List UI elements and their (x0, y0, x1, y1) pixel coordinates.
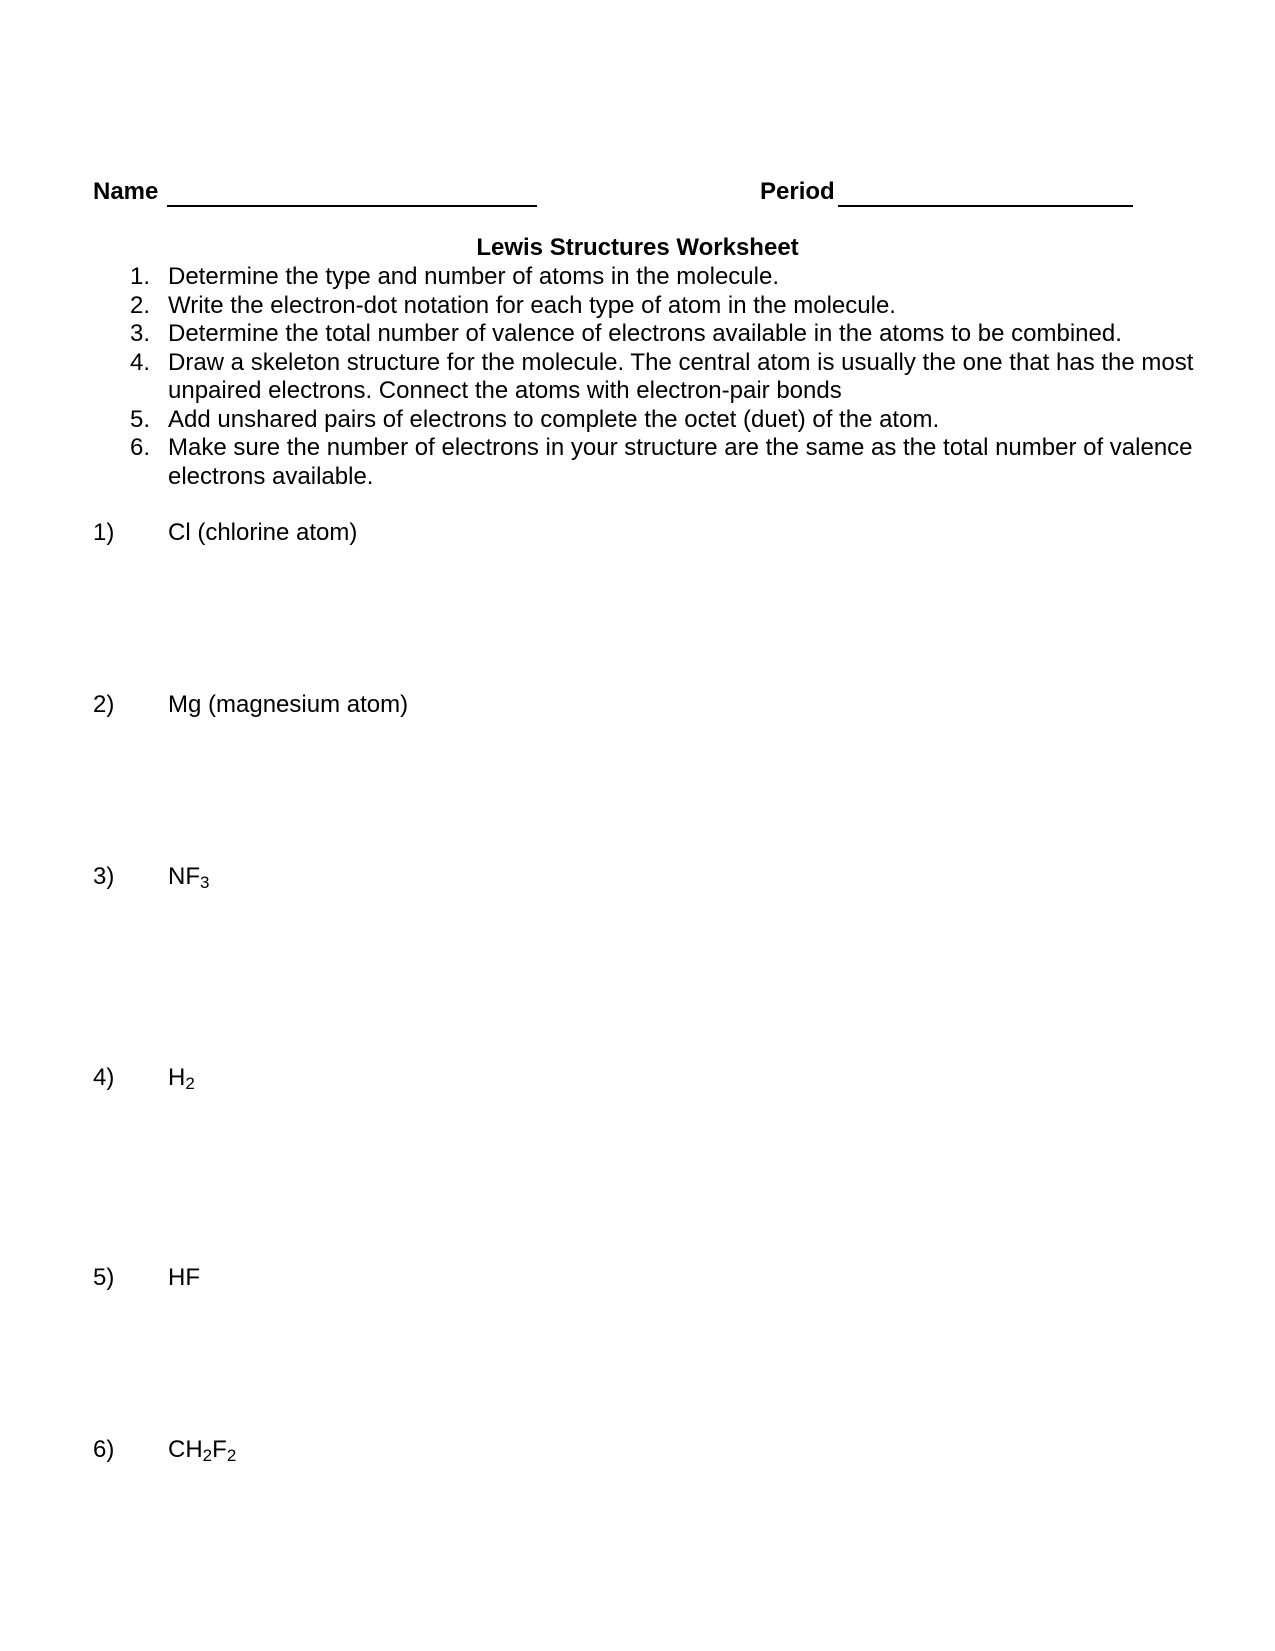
problem-number: 5) (93, 1264, 115, 1291)
formula-element: F (212, 1436, 227, 1463)
formula-subscript: 3 (200, 873, 210, 892)
step-number: 6. (130, 434, 151, 461)
period-label: Period (760, 178, 835, 205)
instruction-step (120, 292, 1200, 321)
problem-number: 2) (93, 691, 115, 718)
problem-number: 3) (93, 863, 115, 890)
step-number: 4. (130, 348, 151, 376)
step-number: 3. (130, 320, 151, 347)
worksheet-title: Lewis Structures Worksheet (476, 234, 799, 261)
problem-text: Cl (chlorine atom) (168, 519, 358, 546)
instruction-step (120, 434, 1200, 491)
step-text: Determine the type and number of atoms in the molecule. (168, 263, 779, 290)
formula-subscript: 2 (202, 1446, 213, 1465)
formula-subscript: 2 (185, 1074, 195, 1093)
instruction-list (120, 263, 1200, 491)
problem-formula (168, 1435, 236, 1465)
step-text: Write the electron-dot notation for each type of atom in the molecule. (168, 291, 896, 319)
instruction-step (120, 406, 1200, 435)
step-number: 1. (130, 263, 151, 290)
name-blank-line (167, 205, 537, 207)
problem-formula (168, 862, 209, 892)
instruction-step (120, 263, 1200, 292)
step-number: 2. (130, 291, 151, 319)
formula-subscript: 2 (226, 1446, 237, 1465)
period-blank-line (838, 205, 1133, 207)
problem-number: 6) (93, 1436, 115, 1463)
step-text: Make sure the number of electrons in your structure are the same as the total number of valence electrons available. (168, 434, 1193, 490)
problem-formula (168, 1063, 195, 1093)
formula-element: NF (168, 863, 200, 890)
problem-number: 1) (93, 519, 115, 546)
step-text: Determine the total number of valence of electrons available in the atoms to be combined. (168, 320, 1122, 347)
problem-number: 4) (93, 1064, 115, 1091)
problem-text: HF (168, 1264, 200, 1291)
step-number: 5. (130, 405, 151, 433)
instruction-step (120, 320, 1200, 349)
name-label: Name (93, 178, 159, 205)
step-text: Draw a skeleton structure for the molecule. The central atom is usually the one that has the most unpaired electrons. Connect the atoms with electron-pair bonds (168, 348, 1194, 404)
formula-element: CH (168, 1436, 203, 1463)
problem-text: Mg (magnesium atom) (168, 691, 409, 718)
step-text: Add unshared pairs of electrons to complete the octet (duet) of the atom. (168, 405, 940, 433)
instruction-step (120, 349, 1200, 406)
formula-element: H (168, 1064, 186, 1091)
